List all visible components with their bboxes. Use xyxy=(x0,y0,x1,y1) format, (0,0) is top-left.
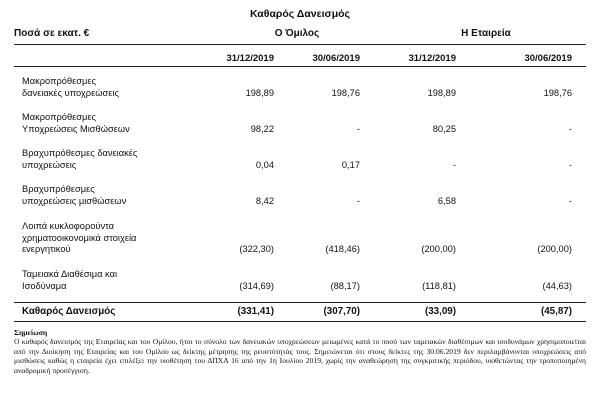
row-label-line: Υποχρεώσεις Μισθώσεων xyxy=(22,123,130,134)
table-title: Καθαρός Δανεισμός xyxy=(249,8,351,20)
total-value: (45,87) xyxy=(540,306,572,317)
row-label-line: Μακροπρόθεσμες xyxy=(22,76,97,86)
row-label xyxy=(22,76,182,99)
cell-value: 8,42 xyxy=(255,195,274,206)
footnote xyxy=(14,328,586,375)
cell-value: 0,17 xyxy=(341,159,360,170)
total-bottom-rule xyxy=(14,321,586,322)
cell-value: - xyxy=(356,123,360,134)
row-label-line: δανειακές υποχρεώσεις xyxy=(22,87,119,98)
row-label-line: χρηματοοικονομικά στοιχεία xyxy=(22,232,137,243)
cell-value: (200,00) xyxy=(537,244,572,254)
cell-value: (314,69) xyxy=(239,280,274,291)
row-label-line: Βραχυπρόθεσμες δανειακές xyxy=(22,148,138,158)
footnote-title: Σημείωση xyxy=(14,328,48,337)
row-label-line: υποχρεώσεις μισθώσεων xyxy=(22,195,127,206)
total-top-rule xyxy=(14,302,586,303)
date-header: 31/12/2019 xyxy=(408,53,456,64)
total-row xyxy=(14,306,586,319)
cell-value: - xyxy=(452,159,456,170)
row-label xyxy=(22,148,182,171)
row-label-line: Βραχυπρόθεσμες xyxy=(22,184,95,194)
cell-value: (88,17) xyxy=(330,280,360,291)
total-value: (33,09) xyxy=(424,306,456,317)
cell-value: - xyxy=(568,159,572,170)
row-label xyxy=(22,112,182,135)
cell-value: (322,30) xyxy=(239,244,274,254)
cell-value: 198,76 xyxy=(331,87,360,98)
cell-value: 0,04 xyxy=(255,159,274,170)
header-rule xyxy=(14,44,586,45)
row-label xyxy=(22,269,182,292)
cell-value: (418,46) xyxy=(325,244,360,254)
footnote-body: Ο καθαρός δανεισμός της Εταιρείας και του Ομίλου, ήτοι το σύνολο των δανειακών υποχρεώσεων μειωμένες κατά το ποσό των ταμειακών διαθέσιμων και ισοδυνάμων χρησιμοποιείται από την Διοίκηση της Εταιρείας και του Ομίλου ως δείκτης μέτρησης της ρευστότητάς τους. Σημειώνεται ότι στους δείκτες της 30.06.2019 δεν περιλαμβάνονται υποχρεώσεις από μισθώσεις καθώς η εταιρεία έχει επιλέξει την υιοθέτηση του ΔΠΧΑ 16 από την 1η Ιουλίου 2019, χωρίς την αναθεώρηση της συγκριτικής περιόδου, υιοθετώντας την τροποποιημένη αναδρομική προσέγγιση. xyxy=(14,337,586,375)
date-header: 30/06/2019 xyxy=(312,53,360,64)
cell-value: (200,00) xyxy=(421,244,456,254)
row-label-line: Ισοδύναμα xyxy=(22,280,67,291)
row-label-line: υποχρεώσεις xyxy=(22,159,77,170)
total-label: Καθαρός Δανεισμός xyxy=(22,306,116,317)
cell-value: 98,22 xyxy=(250,123,274,134)
header-row xyxy=(14,28,586,42)
row-label-line: ενεργητικού xyxy=(22,244,71,254)
row-label-line: Λοιπά κυκλοφορούντα xyxy=(22,221,115,231)
date-header: 31/12/2019 xyxy=(226,53,274,64)
unit-label: Ποσά σε εκατ. € xyxy=(14,28,90,39)
group-header-group: Ο Όμιλος xyxy=(274,28,320,39)
cell-value: 198,89 xyxy=(427,87,456,98)
cell-value: - xyxy=(356,195,360,206)
cell-value: (118,81) xyxy=(422,280,456,291)
cell-value: 80,25 xyxy=(432,123,456,134)
date-header-row xyxy=(14,53,586,65)
cell-value: 198,76 xyxy=(543,87,572,98)
cell-value: (44,63) xyxy=(542,280,572,291)
row-label xyxy=(22,221,182,256)
group-header-company: Η Εταιρεία xyxy=(461,28,511,39)
cell-value: - xyxy=(568,195,572,206)
date-rule xyxy=(14,66,586,67)
total-value: (331,41) xyxy=(237,306,274,317)
row-label-line: Μακροπρόθεσμες xyxy=(22,112,97,122)
row-label-line: Ταμειακά Διαθέσιμα και xyxy=(22,269,118,279)
cell-value: 6,58 xyxy=(437,195,456,206)
row-label xyxy=(22,184,182,207)
date-header: 30/06/2019 xyxy=(524,53,572,64)
total-value: (307,70) xyxy=(323,306,360,317)
cell-value: 198,89 xyxy=(245,87,274,98)
cell-value: - xyxy=(568,123,572,134)
